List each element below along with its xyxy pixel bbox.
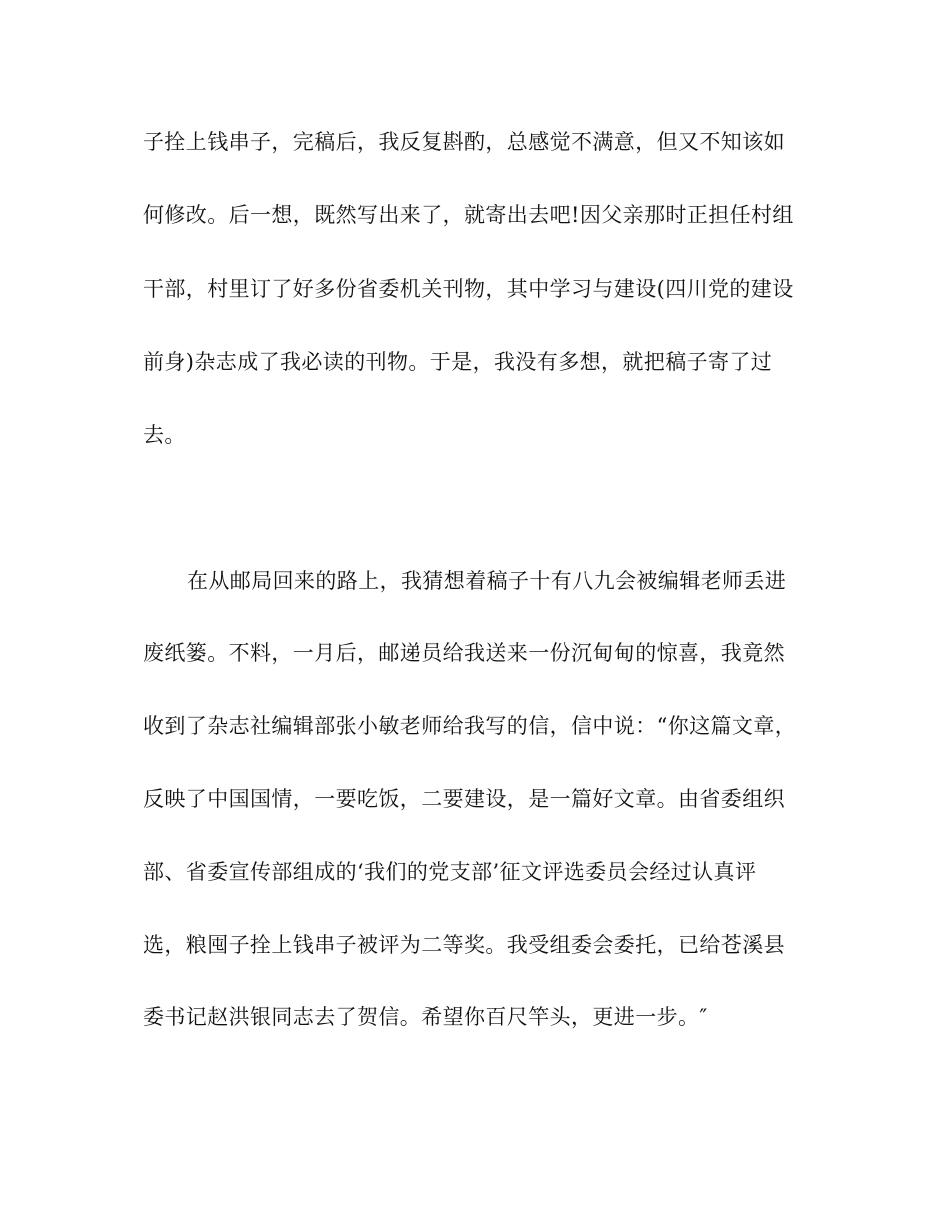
paragraph-line: 选，粮囤子拴上钱串子被评为二等奖。我受组委会委托，已给苍溪县 <box>143 933 785 957</box>
paragraph-line: 前身)杂志成了我必读的刊物。于是，我没有多想，就把稿子寄了过 <box>143 350 773 374</box>
paragraph-line: 何修改。后一想，既然写出来了，就寄出去吧!因父亲那时正担任村组 <box>143 203 794 227</box>
paragraph-line: 干部，村里订了好多份省委机关刊物，其中学习与建设(四川党的建设 <box>143 277 794 301</box>
paragraph-line: 废纸篓。不料，一月后，邮递员给我送来一份沉甸甸的惊喜，我竟然 <box>143 641 785 665</box>
paragraph-line: 收到了杂志社编辑部张小敏老师给我写的信，信中说：“你这篇文章， <box>143 714 797 738</box>
paragraph-line: 在从邮局回来的路上，我猜想着稿子十有八九会被编辑老师丢进 <box>187 569 787 593</box>
paragraph-line: 去。 <box>143 423 186 447</box>
paragraph-line: 部、省委宣传部组成的‘我们的党支部’征文评选委员会经过认真评 <box>143 860 757 884</box>
paragraph-line: 委书记赵洪银同志去了贺信。希望你百尺竿头，更进一步。″ <box>143 1005 708 1029</box>
paragraph-line: 反映了中国国情，一要吃饭，二要建设，是一篇好文章。由省委组织 <box>143 787 785 811</box>
paragraph-line: 子拴上钱串子，完稿后，我反复斟酌，总感觉不满意，但又不知该如 <box>143 130 785 154</box>
